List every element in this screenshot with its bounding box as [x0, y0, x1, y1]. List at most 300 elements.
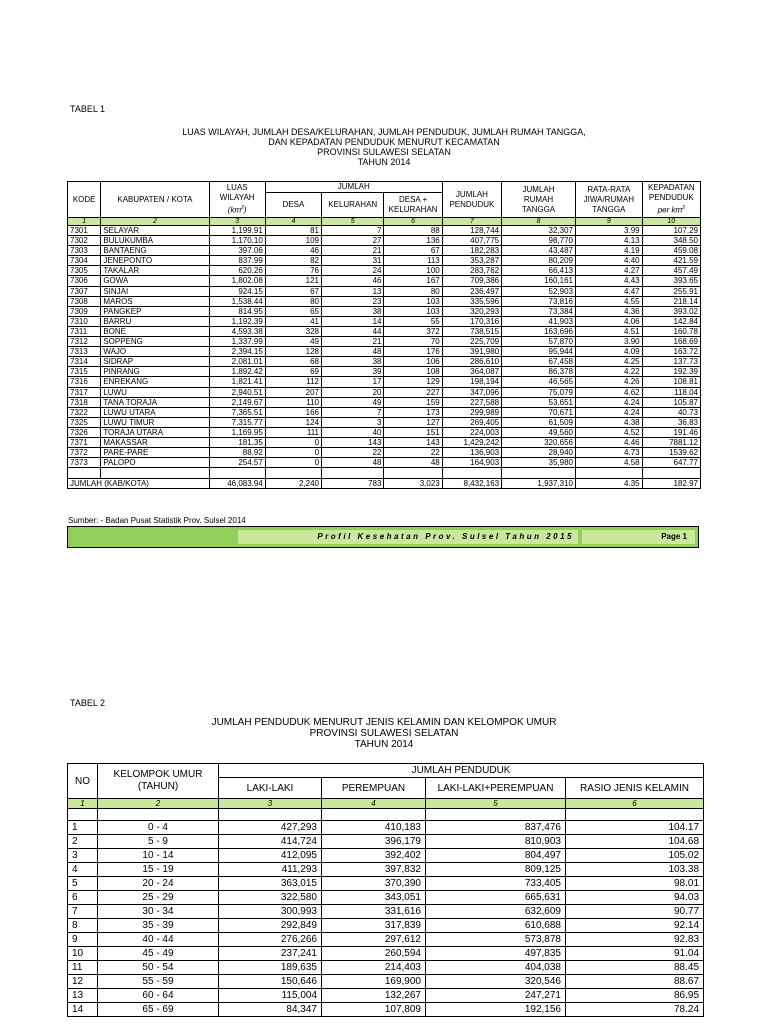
header-jumlah-penduduk: JUMLAH PENDUDUK: [219, 764, 704, 778]
table-cell: 143: [384, 437, 442, 447]
column-number: 2: [101, 218, 209, 226]
table-cell: 142.84: [642, 316, 700, 326]
table2-title-line: TAHUN 2014: [354, 739, 414, 750]
table-cell: 67,458: [502, 357, 576, 367]
table-cell: 166: [265, 407, 321, 417]
table-cell: 57,870: [502, 337, 576, 347]
table-cell: 160.78: [642, 326, 700, 336]
table-cell: 4.62: [576, 387, 643, 397]
spacer-cell: [502, 468, 576, 479]
spacer-cell: [209, 468, 265, 479]
table-cell: 224,003: [442, 427, 501, 437]
table-cell: 1,337.99: [209, 337, 265, 347]
table-cell: 80: [265, 296, 321, 306]
table-cell: 0: [265, 448, 321, 458]
table-cell: 665,631: [426, 891, 566, 905]
table-cell: 255.91: [642, 286, 700, 296]
header-rasio: RASIO JENIS KELAMIN: [566, 778, 704, 799]
table-cell: 7325: [68, 417, 101, 427]
table-cell: 68: [265, 357, 321, 367]
table-cell: 98,770: [502, 236, 576, 246]
table-cell: 48: [384, 458, 442, 468]
table-cell: 335,596: [442, 296, 501, 306]
table1-title-line: TAHUN 2014: [357, 157, 411, 167]
table-cell: 393.02: [642, 306, 700, 316]
table-cell: 6: [68, 891, 98, 905]
header-jumlah: JUMLAH: [265, 182, 442, 193]
table-cell: 4.43: [576, 276, 643, 286]
header-kabupaten: KABUPATEN / KOTA: [101, 182, 209, 218]
table-cell: 3.90: [576, 337, 643, 347]
table1-title-line: DAN KEPADATAN PENDUDUK MENURUT KECAMATAN: [268, 137, 500, 147]
table-cell: 497,835: [426, 947, 566, 961]
table-cell: 218.14: [642, 296, 700, 306]
table-cell: 13: [68, 989, 98, 1003]
table-cell: 40.73: [642, 407, 700, 417]
table-cell: 23: [322, 296, 384, 306]
table-cell: 90.77: [566, 905, 704, 919]
table-cell: 128: [265, 347, 321, 357]
table-cell: 1: [68, 821, 98, 835]
table-cell: 104.68: [566, 835, 704, 849]
table-cell: 151: [384, 427, 442, 437]
table-cell: 4.46: [576, 437, 643, 447]
table-cell: 4.55: [576, 296, 643, 306]
table-cell: 48: [322, 458, 384, 468]
table-cell: 94.03: [566, 891, 704, 905]
table-row: [68, 863, 704, 877]
header-rata-rata: RATA-RATA JIWA/RUMAH TANGGA: [576, 182, 643, 218]
header-perempuan: PEREMPUAN: [322, 778, 426, 799]
table1-label: TABEL 1: [70, 104, 106, 114]
header-laki-laki: LAKI-LAKI: [219, 778, 322, 799]
table-cell: 106: [384, 357, 442, 367]
column-number: 3: [219, 799, 322, 809]
table-row: [68, 1003, 704, 1017]
table-cell: 108.81: [642, 377, 700, 387]
column-number: 7: [442, 218, 501, 226]
table-cell: 4.52: [576, 427, 643, 437]
table-cell: 14: [68, 1003, 98, 1017]
table-cell: 7372: [68, 448, 101, 458]
table-cell: 260,594: [322, 947, 426, 961]
table-cell: 4.36: [576, 306, 643, 316]
table-cell: 163,696: [502, 326, 576, 336]
table-cell: 49: [265, 337, 321, 347]
spacer-cell: [68, 468, 101, 479]
table-cell: 88.92: [209, 448, 265, 458]
table-cell: 88.45: [566, 961, 704, 975]
table-cell: 30 - 34: [98, 905, 219, 919]
table-cell: 21: [322, 337, 384, 347]
table-cell: MAROS: [101, 296, 209, 306]
table-cell: 322,580: [219, 891, 322, 905]
table-cell: 159: [384, 397, 442, 407]
table-row: [68, 919, 704, 933]
table-cell: 105.02: [566, 849, 704, 863]
table-cell: 4.24: [576, 397, 643, 407]
table-cell: 7322: [68, 407, 101, 417]
table-cell: 1,429,242: [442, 437, 501, 447]
table-cell: 837.99: [209, 256, 265, 266]
table-cell: 4.73: [576, 448, 643, 458]
spacer-cell: [576, 468, 643, 479]
table-cell: 7371: [68, 437, 101, 447]
table-cell: 2,940.51: [209, 387, 265, 397]
table-cell: 40: [322, 427, 384, 437]
table-cell: 95,944: [502, 347, 576, 357]
table1: [67, 181, 701, 489]
table-cell: 65: [265, 306, 321, 316]
table-cell: 2,149.67: [209, 397, 265, 407]
table-cell: 4.09: [576, 347, 643, 357]
table-cell: 459.08: [642, 246, 700, 256]
table-cell: PARE-PARE: [101, 448, 209, 458]
column-number: 1: [68, 799, 98, 809]
spacer-cell: [442, 468, 501, 479]
table-cell: 804,497: [426, 849, 566, 863]
table-cell: 48: [322, 347, 384, 357]
spacer-cell: [426, 809, 566, 821]
table-cell: 14: [322, 316, 384, 326]
total-cell: 46,083.94: [209, 479, 265, 489]
table-cell: 236,497: [442, 286, 501, 296]
total-cell: 1,937,310: [502, 479, 576, 489]
table-row: [68, 458, 701, 468]
table-cell: 1,170.10: [209, 236, 265, 246]
column-number: 4: [265, 218, 321, 226]
table-cell: 105.87: [642, 397, 700, 407]
table-cell: 738,515: [442, 326, 501, 336]
table-cell: 5 - 9: [98, 835, 219, 849]
table-cell: 11: [68, 961, 98, 975]
table-cell: 393.65: [642, 276, 700, 286]
table-cell: 397.06: [209, 246, 265, 256]
table-cell: 292,849: [219, 919, 322, 933]
table-cell: 189,635: [219, 961, 322, 975]
table-cell: 150,646: [219, 975, 322, 989]
table-cell: 170,316: [442, 316, 501, 326]
table-cell: 92.83: [566, 933, 704, 947]
table-cell: 427,293: [219, 821, 322, 835]
table-cell: 136: [384, 236, 442, 246]
table-cell: 7: [322, 407, 384, 417]
table-row: [68, 835, 704, 849]
table1-title-line: PROVINSI SULAWESI SELATAN: [317, 147, 451, 157]
table-cell: 73,384: [502, 306, 576, 316]
table-cell: 7303: [68, 246, 101, 256]
table-cell: 46: [322, 276, 384, 286]
column-number: 6: [566, 799, 704, 809]
table-cell: 173: [384, 407, 442, 417]
table-cell: 363,015: [219, 877, 322, 891]
table-cell: 136,903: [442, 448, 501, 458]
column-number: 1: [68, 218, 101, 226]
table-cell: 733,405: [426, 877, 566, 891]
spacer-row: [68, 809, 704, 821]
table-cell: SIDRAP: [101, 357, 209, 367]
table-cell: 75,079: [502, 387, 576, 397]
table-cell: ENREKANG: [101, 377, 209, 387]
total-cell: 8,432,163: [442, 479, 501, 489]
table-cell: 132,267: [322, 989, 426, 1003]
table-cell: 3: [68, 849, 98, 863]
spacer-cell: [68, 809, 98, 821]
table-cell: 7311: [68, 326, 101, 336]
table-cell: 7316: [68, 377, 101, 387]
table-cell: 22: [384, 448, 442, 458]
table-cell: 4.13: [576, 236, 643, 246]
table-cell: 348.50: [642, 236, 700, 246]
header-total: LAKI-LAKI+PEREMPUAN: [426, 778, 566, 799]
table-cell: 7317: [68, 387, 101, 397]
table-cell: 53,651: [502, 397, 576, 407]
table-cell: 103: [384, 306, 442, 316]
table-cell: 320,293: [442, 306, 501, 316]
table-cell: 41: [265, 316, 321, 326]
table-cell: 299,989: [442, 407, 501, 417]
column-number: 6: [384, 218, 442, 226]
table-cell: 297,612: [322, 933, 426, 947]
banner-text: Profil Kesehatan Prov. Sulsel Tahun 2015: [238, 530, 578, 544]
table-row: [68, 905, 704, 919]
table-cell: 31: [322, 256, 384, 266]
table-cell: 107,809: [322, 1003, 426, 1017]
table-cell: 2: [68, 835, 98, 849]
table-cell: 227: [384, 387, 442, 397]
table-cell: 191.46: [642, 427, 700, 437]
table-cell: 7313: [68, 347, 101, 357]
total-cell: 4.35: [576, 479, 643, 489]
table-cell: 20: [322, 387, 384, 397]
table-cell: 113: [384, 256, 442, 266]
table-cell: 709,386: [442, 276, 501, 286]
table-cell: 84,347: [219, 1003, 322, 1017]
table-row: [68, 427, 701, 437]
column-number: 8: [502, 218, 576, 226]
table-cell: BULUKUMBA: [101, 236, 209, 246]
table-cell: 7305: [68, 266, 101, 276]
table-cell: 254.57: [209, 458, 265, 468]
table-cell: 69: [265, 367, 321, 377]
table-cell: 320,546: [426, 975, 566, 989]
table-cell: 10: [68, 947, 98, 961]
table-cell: MAKASSAR: [101, 437, 209, 447]
table-cell: 411,293: [219, 863, 322, 877]
table2-title-line: JUMLAH PENDUDUK MENURUT JENIS KELAMIN DAN KELOMPOK UMUR: [211, 717, 557, 728]
table-cell: 169,900: [322, 975, 426, 989]
column-number-row: [68, 218, 701, 226]
table-cell: 137.73: [642, 357, 700, 367]
header-kode: KODE: [68, 182, 101, 218]
table-row: [68, 246, 701, 256]
table-cell: 610,688: [426, 919, 566, 933]
table-cell: 167: [384, 276, 442, 286]
table-cell: 80,209: [502, 256, 576, 266]
table-cell: 81: [265, 226, 321, 236]
table-cell: 36.83: [642, 417, 700, 427]
spacer-cell: [566, 809, 704, 821]
table-row: [68, 448, 701, 458]
table-cell: PALOPO: [101, 458, 209, 468]
table-cell: 111: [265, 427, 321, 437]
table-cell: 7,365.51: [209, 407, 265, 417]
header-penduduk: JUMLAH PENDUDUK: [442, 182, 501, 218]
table-row: [68, 226, 701, 236]
table-row: [68, 989, 704, 1003]
table-cell: 25 - 29: [98, 891, 219, 905]
table-cell: PINRANG: [101, 367, 209, 377]
table-cell: 7308: [68, 296, 101, 306]
total-cell: 783: [322, 479, 384, 489]
table-cell: 13: [322, 286, 384, 296]
table-cell: 207: [265, 387, 321, 397]
table-cell: 392,402: [322, 849, 426, 863]
table-cell: 1,192.39: [209, 316, 265, 326]
table-cell: 1,169.95: [209, 427, 265, 437]
table-cell: 78.24: [566, 1003, 704, 1017]
spacer-cell: [322, 809, 426, 821]
table-row: [68, 387, 701, 397]
table-cell: 1,199.91: [209, 226, 265, 236]
table-cell: 112: [265, 377, 321, 387]
table1-title-line: LUAS WILAYAH, JUMLAH DESA/KELURAHAN, JUMLAH PENDUDUK, JUMLAH RUMAH TANGGA,: [182, 127, 586, 137]
total-cell: 2,240: [265, 479, 321, 489]
table-cell: 372: [384, 326, 442, 336]
table-cell: TAKALAR: [101, 266, 209, 276]
table-cell: 80: [384, 286, 442, 296]
table-cell: 7314: [68, 357, 101, 367]
table-row: [68, 347, 701, 357]
table-cell: 61,509: [502, 417, 576, 427]
table-cell: 118.04: [642, 387, 700, 397]
table-cell: 407,775: [442, 236, 501, 246]
table-cell: 20 - 24: [98, 877, 219, 891]
table-cell: 4.22: [576, 367, 643, 377]
table-cell: LUWU: [101, 387, 209, 397]
table-cell: 7315: [68, 367, 101, 377]
table-cell: 60 - 64: [98, 989, 219, 1003]
spacer-cell: [101, 468, 209, 479]
table-cell: 237,241: [219, 947, 322, 961]
table-cell: 67: [265, 286, 321, 296]
table-cell: 7307: [68, 286, 101, 296]
table-cell: 127: [384, 417, 442, 427]
table-cell: 225,709: [442, 337, 501, 347]
table-cell: 198,194: [442, 377, 501, 387]
table-cell: 110: [265, 397, 321, 407]
table-cell: 160,161: [502, 276, 576, 286]
table-row: [68, 377, 701, 387]
table-cell: 7309: [68, 306, 101, 316]
table-cell: 320,656: [502, 437, 576, 447]
table-cell: 3.99: [576, 226, 643, 236]
table-cell: 86,378: [502, 367, 576, 377]
table-cell: 347,096: [442, 387, 501, 397]
table-cell: 414,724: [219, 835, 322, 849]
table-cell: 343,051: [322, 891, 426, 905]
table-cell: 269,405: [442, 417, 501, 427]
table-cell: PANGKEP: [101, 306, 209, 316]
table-cell: 100: [384, 266, 442, 276]
table-row: [68, 397, 701, 407]
table-cell: 227,588: [442, 397, 501, 407]
header-rumah-tangga: JUMLAH RUMAH TANGGA: [502, 182, 576, 218]
column-number-row: [68, 799, 704, 809]
table-cell: 4.47: [576, 286, 643, 296]
table1-title: [0, 127, 768, 167]
table-cell: 35 - 39: [98, 919, 219, 933]
table-cell: 837,476: [426, 821, 566, 835]
table-cell: 4.27: [576, 266, 643, 276]
header-no: NO: [68, 764, 98, 799]
table-cell: 143: [322, 437, 384, 447]
table-cell: TORAJA UTARA: [101, 427, 209, 437]
table-cell: 632,609: [426, 905, 566, 919]
table-cell: 21: [322, 246, 384, 256]
header-luas: LUAS WILAYAH $(km^2)$: [209, 182, 265, 218]
table-cell: 573,878: [426, 933, 566, 947]
table-cell: 86.95: [566, 989, 704, 1003]
table-cell: 7326: [68, 427, 101, 437]
table-cell: 7301: [68, 226, 101, 236]
column-number: 4: [322, 799, 426, 809]
table-cell: 44: [322, 326, 384, 336]
table-row: [68, 933, 704, 947]
table-cell: 192.39: [642, 367, 700, 377]
table-cell: 331,616: [322, 905, 426, 919]
table-cell: BARRU: [101, 316, 209, 326]
table-cell: SELAYAR: [101, 226, 209, 236]
table-row: [68, 296, 701, 306]
table-cell: 128,744: [442, 226, 501, 236]
table-cell: 168.69: [642, 337, 700, 347]
table-cell: 129: [384, 377, 442, 387]
table-cell: 49: [322, 397, 384, 407]
table-cell: 4,593.38: [209, 326, 265, 336]
table-cell: 7373: [68, 458, 101, 468]
table-cell: 7318: [68, 397, 101, 407]
table-cell: 9: [68, 933, 98, 947]
table-cell: 924.15: [209, 286, 265, 296]
table-cell: 88: [384, 226, 442, 236]
table-cell: 104.17: [566, 821, 704, 835]
table-cell: 88.67: [566, 975, 704, 989]
table-row: [68, 326, 701, 336]
table-cell: 404,038: [426, 961, 566, 975]
table-cell: 0 - 4: [98, 821, 219, 835]
table-cell: 1,892.42: [209, 367, 265, 377]
table-cell: 396,179: [322, 835, 426, 849]
table-cell: 5: [68, 877, 98, 891]
table-cell: 92.14: [566, 919, 704, 933]
table-cell: 3: [322, 417, 384, 427]
table-row: [68, 337, 701, 347]
spacer-cell: [98, 809, 219, 821]
table-cell: 1,821.41: [209, 377, 265, 387]
table-cell: 4.51: [576, 326, 643, 336]
table-cell: 4.58: [576, 458, 643, 468]
table-cell: 27: [322, 236, 384, 246]
table-row: [68, 849, 704, 863]
table-cell: 214,403: [322, 961, 426, 975]
table2: [67, 763, 704, 1017]
table-cell: GOWA: [101, 276, 209, 286]
table-row: [68, 306, 701, 316]
table-cell: 12: [68, 975, 98, 989]
header-desa: DESA: [265, 193, 321, 218]
table-cell: WAJO: [101, 347, 209, 357]
